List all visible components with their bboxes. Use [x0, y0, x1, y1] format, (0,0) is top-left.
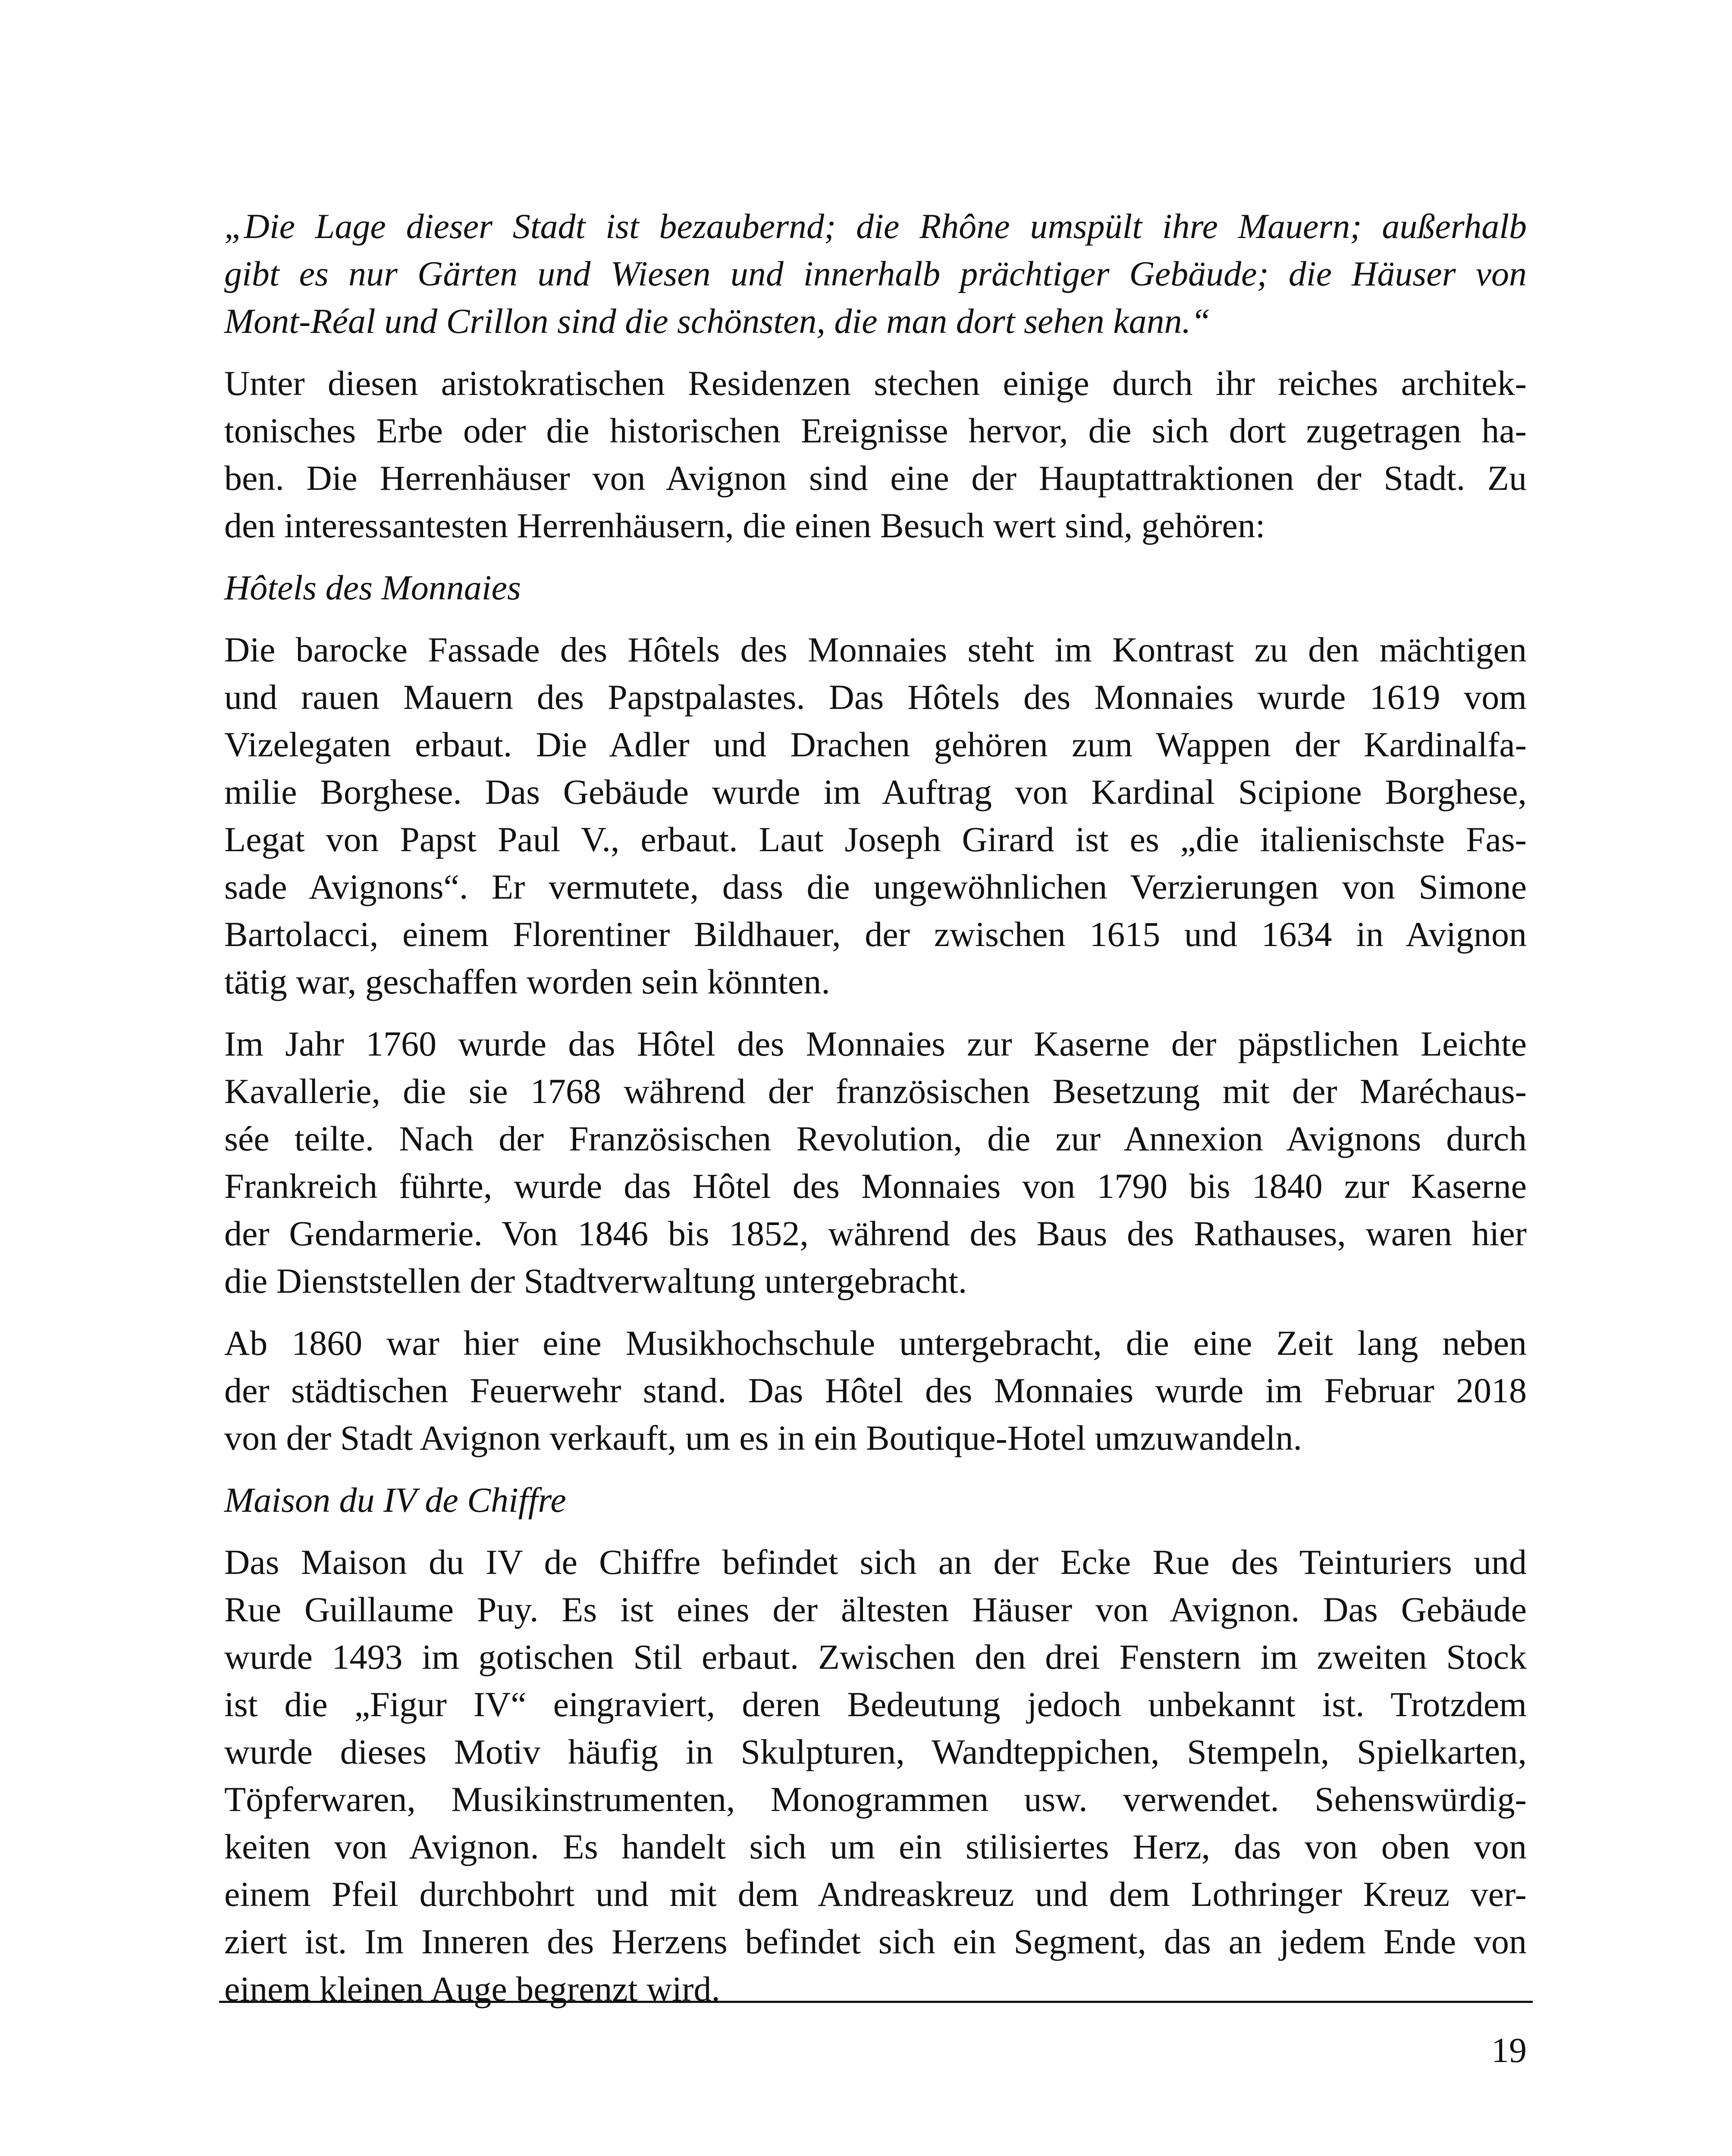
intro-paragraph: [224, 360, 1527, 549]
paragraph-line: keiten von Avignon. Es handelt sich um ein stilisiertes Herz, das von oben von: [224, 1827, 1527, 1866]
paragraph-line: der Gendarmerie. Von 1846 bis 1852, während des Baus des Rathauses, waren hier: [224, 1214, 1527, 1253]
footer-rule: [219, 2001, 1533, 2003]
paragraph-line: Rue Guillaume Puy. Es ist eines der ältesten Häuser von Avignon. Das Gebäude: [224, 1590, 1527, 1629]
paragraph-line: Unter diesen aristokratischen Residenzen stechen einige durch ihr reiches architek-: [224, 364, 1527, 403]
page-number: 19: [1491, 2031, 1527, 2070]
paragraph-line: tonisches Erbe oder die historischen Ereignisse hervor, die sich dort zugetragen ha-: [224, 411, 1527, 450]
paragraph-line: Kavallerie, die sie 1768 während der französischen Besetzung mit der Maréchaus-: [224, 1072, 1527, 1111]
paragraph-line: der städtischen Feuerwehr stand. Das Hôtel des Monnaies wurde im Februar 2018: [224, 1371, 1527, 1410]
paragraph-line: einem kleinen Auge begrenzt wird.: [224, 1969, 720, 2009]
paragraph-line: Legat von Papst Paul V., erbaut. Laut Joseph Girard ist es „die italienischste Fas-: [224, 820, 1527, 859]
paragraph-line: Bartolacci, einem Florentiner Bildhauer, der zwischen 1615 und 1634 in Avignon: [224, 915, 1527, 954]
paragraph-line: ist die „Figur IV“ eingraviert, deren Bedeutung jedoch unbekannt ist. Trotzdem: [224, 1685, 1527, 1724]
paragraph-line: Die barocke Fassade des Hôtels des Monnaies steht im Kontrast zu den mächtigen: [224, 630, 1527, 669]
paragraph-line: milie Borghese. Das Gebäude wurde im Auftrag von Kardinal Scipione Borghese,: [224, 772, 1527, 812]
paragraph-line: ben. Die Herrenhäuser von Avignon sind eine der Hauptattraktionen der Stadt. Zu: [224, 458, 1527, 498]
section-heading-hotels-des-monnaies: [224, 564, 1527, 611]
section1-paragraph-1: [224, 626, 1527, 1006]
paragraph-line: sée teilte. Nach der Französischen Revolution, die zur Annexion Avignons durch: [224, 1119, 1527, 1158]
paragraph-line: die Dienststellen der Stadtverwaltung untergebracht.: [224, 1261, 967, 1300]
section1-paragraph-2: [224, 1020, 1527, 1305]
body-text: [224, 203, 1527, 2028]
paragraph-line: wurde 1493 im gotischen Stil erbaut. Zwischen den drei Fenstern im zweiten Stock: [224, 1637, 1527, 1677]
section-heading-maison-du-iv-de-chiffre: [224, 1476, 1527, 1524]
quote-line: Mont-Réal und Crillon sind die schönsten, die man dort sehen kann.“: [224, 301, 1211, 341]
paragraph-line: ziert ist. Im Inneren des Herzens befindet sich ein Segment, das an jedem Ende von: [224, 1922, 1527, 1961]
paragraph-line: Ab 1860 war hier eine Musikhochschule untergebracht, die eine Zeit lang neben: [224, 1323, 1527, 1363]
paragraph-line: Im Jahr 1760 wurde das Hôtel des Monnaies zur Kaserne der päpstlichen Leichte: [224, 1024, 1527, 1063]
paragraph-line: den interessantesten Herrenhäusern, die einen Besuch wert sind, gehören:: [224, 506, 1265, 545]
quote-line: gibt es nur Gärten und Wiesen und innerhalb prächtiger Gebäude; die Häuser von: [224, 254, 1527, 293]
paragraph-line: sade Avignons“. Er vermutete, dass die ungewöhnlichen Verzierungen von Simone: [224, 867, 1527, 906]
section1-paragraph-3: [224, 1319, 1527, 1462]
paragraph-line: tätig war, geschaffen worden sein könnten.: [224, 962, 830, 1001]
section-heading: Hôtels des Monnaies: [224, 568, 521, 607]
opening-quote: [224, 203, 1527, 345]
paragraph-line: Das Maison du IV de Chiffre befindet sich an der Ecke Rue des Teinturiers und: [224, 1542, 1527, 1582]
paragraph-line: Töpferwaren, Musikinstrumenten, Monogrammen usw. verwendet. Sehenswürdig-: [224, 1780, 1527, 1819]
paragraph-line: wurde dieses Motiv häufig in Skulpturen, Wandteppichen, Stempeln, Spielkarten,: [224, 1732, 1527, 1771]
paragraph-line: Frankreich führte, wurde das Hôtel des Monnaies von 1790 bis 1840 zur Kaserne: [224, 1166, 1527, 1206]
section-heading: Maison du IV de Chiffre: [224, 1480, 566, 1520]
paragraph-line: einem Pfeil durchbohrt und mit dem Andreaskreuz und dem Lothringer Kreuz ver-: [224, 1874, 1527, 1914]
paragraph-line: von der Stadt Avignon verkauft, um es in ein Boutique-Hotel umzuwandeln.: [224, 1418, 1302, 1457]
paragraph-line: und rauen Mauern des Papstpalastes. Das Hôtels des Monnaies wurde 1619 vom: [224, 677, 1527, 717]
section2-paragraph-1: [224, 1539, 1527, 2013]
paragraph-line: Vizelegaten erbaut. Die Adler und Drachen gehören zum Wappen der Kardinalfa-: [224, 725, 1527, 764]
quote-line: „Die Lage dieser Stadt ist bezaubernd; die Rhône umspült ihre Mauern; außerhalb: [224, 207, 1527, 246]
